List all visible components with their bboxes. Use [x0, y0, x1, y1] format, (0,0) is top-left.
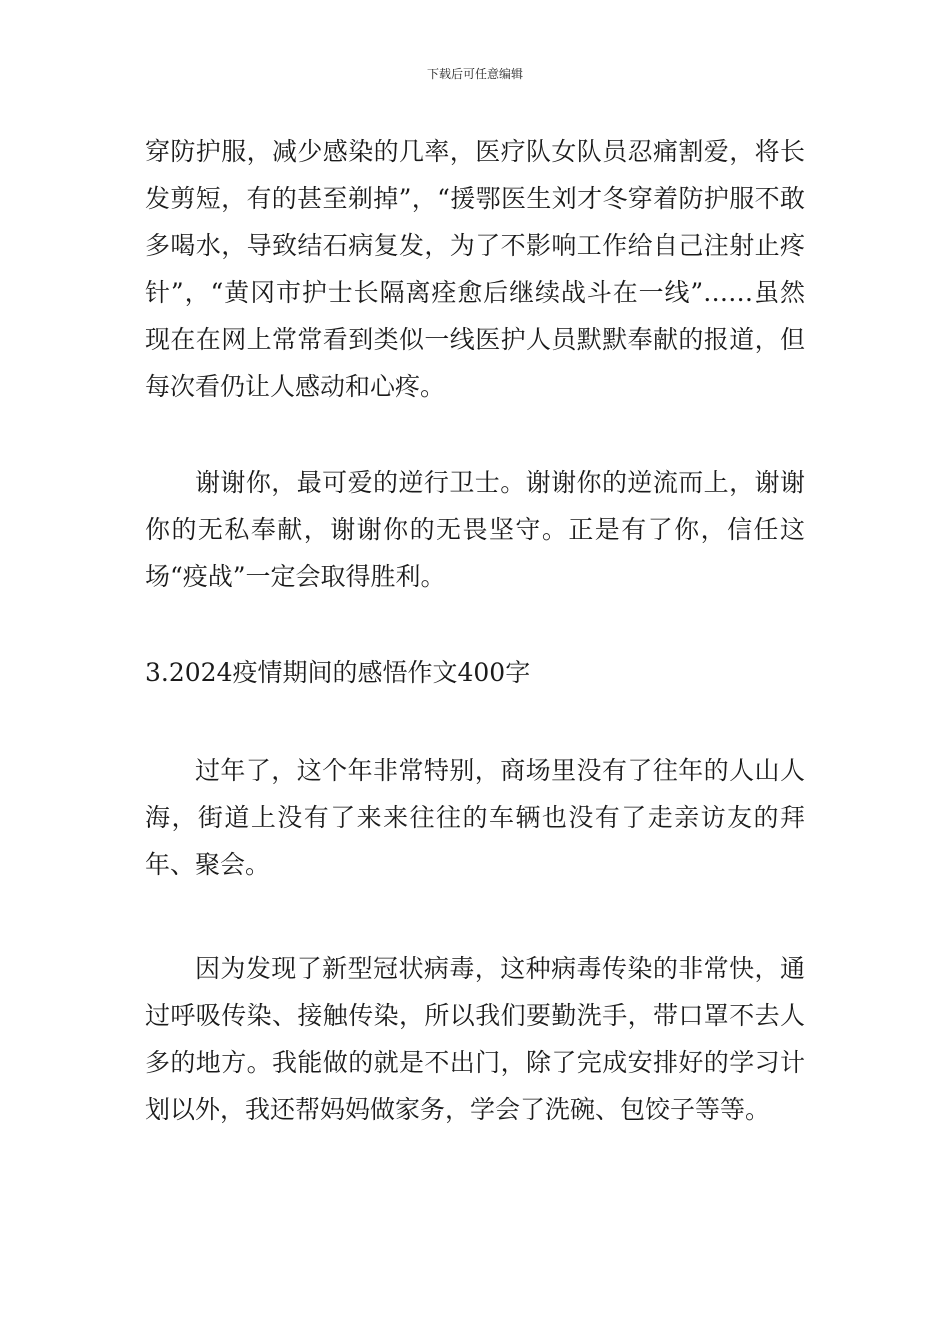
paragraph-virus: 因为发现了新型冠状病毒，这种病毒传染的非常快，通过呼吸传染、接触传染，所以我们要勤洗手，带口罩不去人多的地方。我能做的就是不出门，除了完成安排好的学习计划以外，我还帮妈妈做家务，学会了洗碗、包饺子等等。	[145, 954, 805, 1124]
paragraph-new-year: 过年了，这个年非常特别，商场里没有了往年的人山人海，街道上没有了来来往往的车辆也没有了走亲访友的拜年、聚会。	[145, 756, 805, 879]
paragraph-thanks: 谢谢你，最可爱的逆行卫士。谢谢你的逆流而上，谢谢你的无私奉献，谢谢你的无畏坚守。正是有了你，信任这场“疫战”一定会取得胜利。	[145, 468, 805, 591]
paragraph-continued: 穿防护服，减少感染的几率，医疗队女队员忍痛割爱，将长发剪短，有的甚至剃掉”，“援鄂医生刘才冬穿着防护服不敢多喝水，导致结石病复发，为了不影响工作给自己注射止疼针”，“黄冈市护士长隔离痊愈后继续战斗在一线”……虽然现在在网上常常看到类似一线医护人员默默奉献的报道，但每次看仍让人感动和心疼。	[145, 137, 805, 401]
document-body	[145, 128, 805, 1133]
section-heading: 3.2024疫情期间的感悟作文400字	[145, 658, 531, 687]
page-header: 下载后可任意编辑	[426, 67, 523, 81]
